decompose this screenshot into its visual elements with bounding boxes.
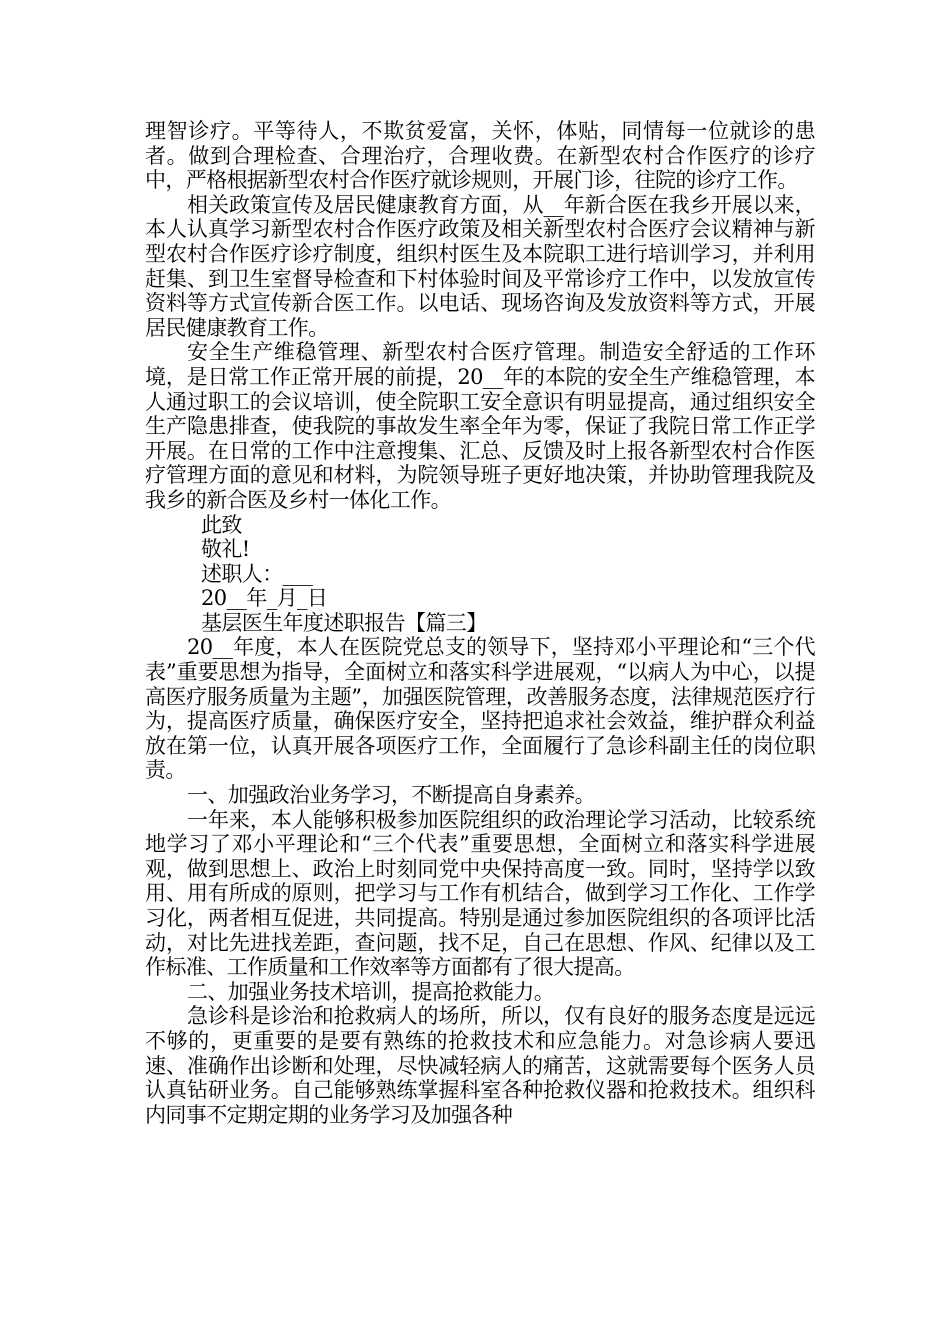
section-title: 基层医生年度述职报告【篇三】	[201, 610, 487, 635]
section3-heading-1: 一、加强政治业务学习，不断提高自身素养。	[187, 783, 595, 808]
closing-salutation: 此致	[201, 512, 242, 537]
section3-paragraph-1: 一年来，本人能够积极参加医院组织的政治理论学习活动，比较系统地学习了邓小平理论和“三个代表”重要思想，全面树立和落实科学进展观，做到思想上、政治上时刻同党中央保持高度一致。同时，坚持学以致用、用有所成的原则，把学习与工作有机结合，做到学习工作化、工作学习化，两者相互促进，共同提高。特别是通过参加医院组织的各项评比活动，对比先进找差距，查问题，找不足，自己在思想、作风、纪律以及工作标准、工作质量和工作效率等方面都有了很大提高。	[145, 807, 815, 980]
section3-paragraph-2: 急诊科是诊治和抢救病人的场所，所以，仅有良好的服务态度是远远不够的，更重要的是要有熟练的抢救技术和应急能力。对急诊病人要迅速、准确作出诊断和处理，尽快减轻病人的痛苦，这就需要每个医务人员认真钻研业务。自己能够熟练掌握科室各种抢救仪器和抢救技术。组织科内同事不定期定期的业务学习及加强各种	[145, 1004, 815, 1127]
paragraph-2: 相关政策宣传及居民健康教育方面，从__年新合医在我乡开展以来，本人认真学习新型农村合作医疗政策及相关新型农村合医疗会议精神与新型农村合作医疗诊疗制度，组织村医生及本院职工进行培训学习，并利用赶集、到卫生室督导检查和下村体验时间及平常诊疗工作中，以发放宣传资料等方式宣传新合医工作。以电话、现场咨询及发放资料等方式，开展居民健康教育工作。	[145, 192, 815, 340]
document-body	[145, 119, 815, 1127]
section3-intro: 20__年度，本人在医院党总支的领导下，坚持邓小平理论和“三个代表”重要思想为指导，全面树立和落实科学进展观，“以病人为中心，以提高医疗服务质量为主题”，加强医院管理，改善服务态度，法律规范医疗行为，提高医疗质量，确保医疗安全，坚持把追求社会效益，维护群众利益放在第一位，认真开展各项医疗工作，全面履行了急诊科副主任的岗位职责。	[145, 635, 815, 783]
paragraph-3: 安全生产维稳管理、新型农村合医疗管理。制造安全舒适的工作环境，是日常工作正常开展的前提，20__年的本院的安全生产维稳管理，本人通过职工的会议培训，使全院职工安全意识有明显提高，通过组织安全生产隐患排查，使我院的事故发生率全年为零，保证了我院日常工作正学开展。在日常的工作中注意搜集、汇总、反馈及时上报各新型农村合作医疗管理方面的意见和材料，为院领导班子更好地决策，并协助管理我院及我乡的新合医及乡村一体化工作。	[145, 340, 815, 512]
closing-regards: 敬礼!	[201, 537, 250, 562]
paragraph-1: 理智诊疗。平等待人，不欺贫爱富，关怀，体贴，同情每一位就诊的患者。做到合理检查、合理治疗，合理收费。在新型农村合作医疗的诊疗中，严格根据新型农村合作医疗就诊规则，开展门诊，往院的诊疗工作。	[145, 119, 815, 193]
signature-line: 述职人：___	[201, 561, 313, 586]
date-line: 20__年_月_日	[201, 586, 328, 611]
section3-heading-2: 二、加强业务技术培训，提高抢救能力。	[187, 979, 555, 1004]
